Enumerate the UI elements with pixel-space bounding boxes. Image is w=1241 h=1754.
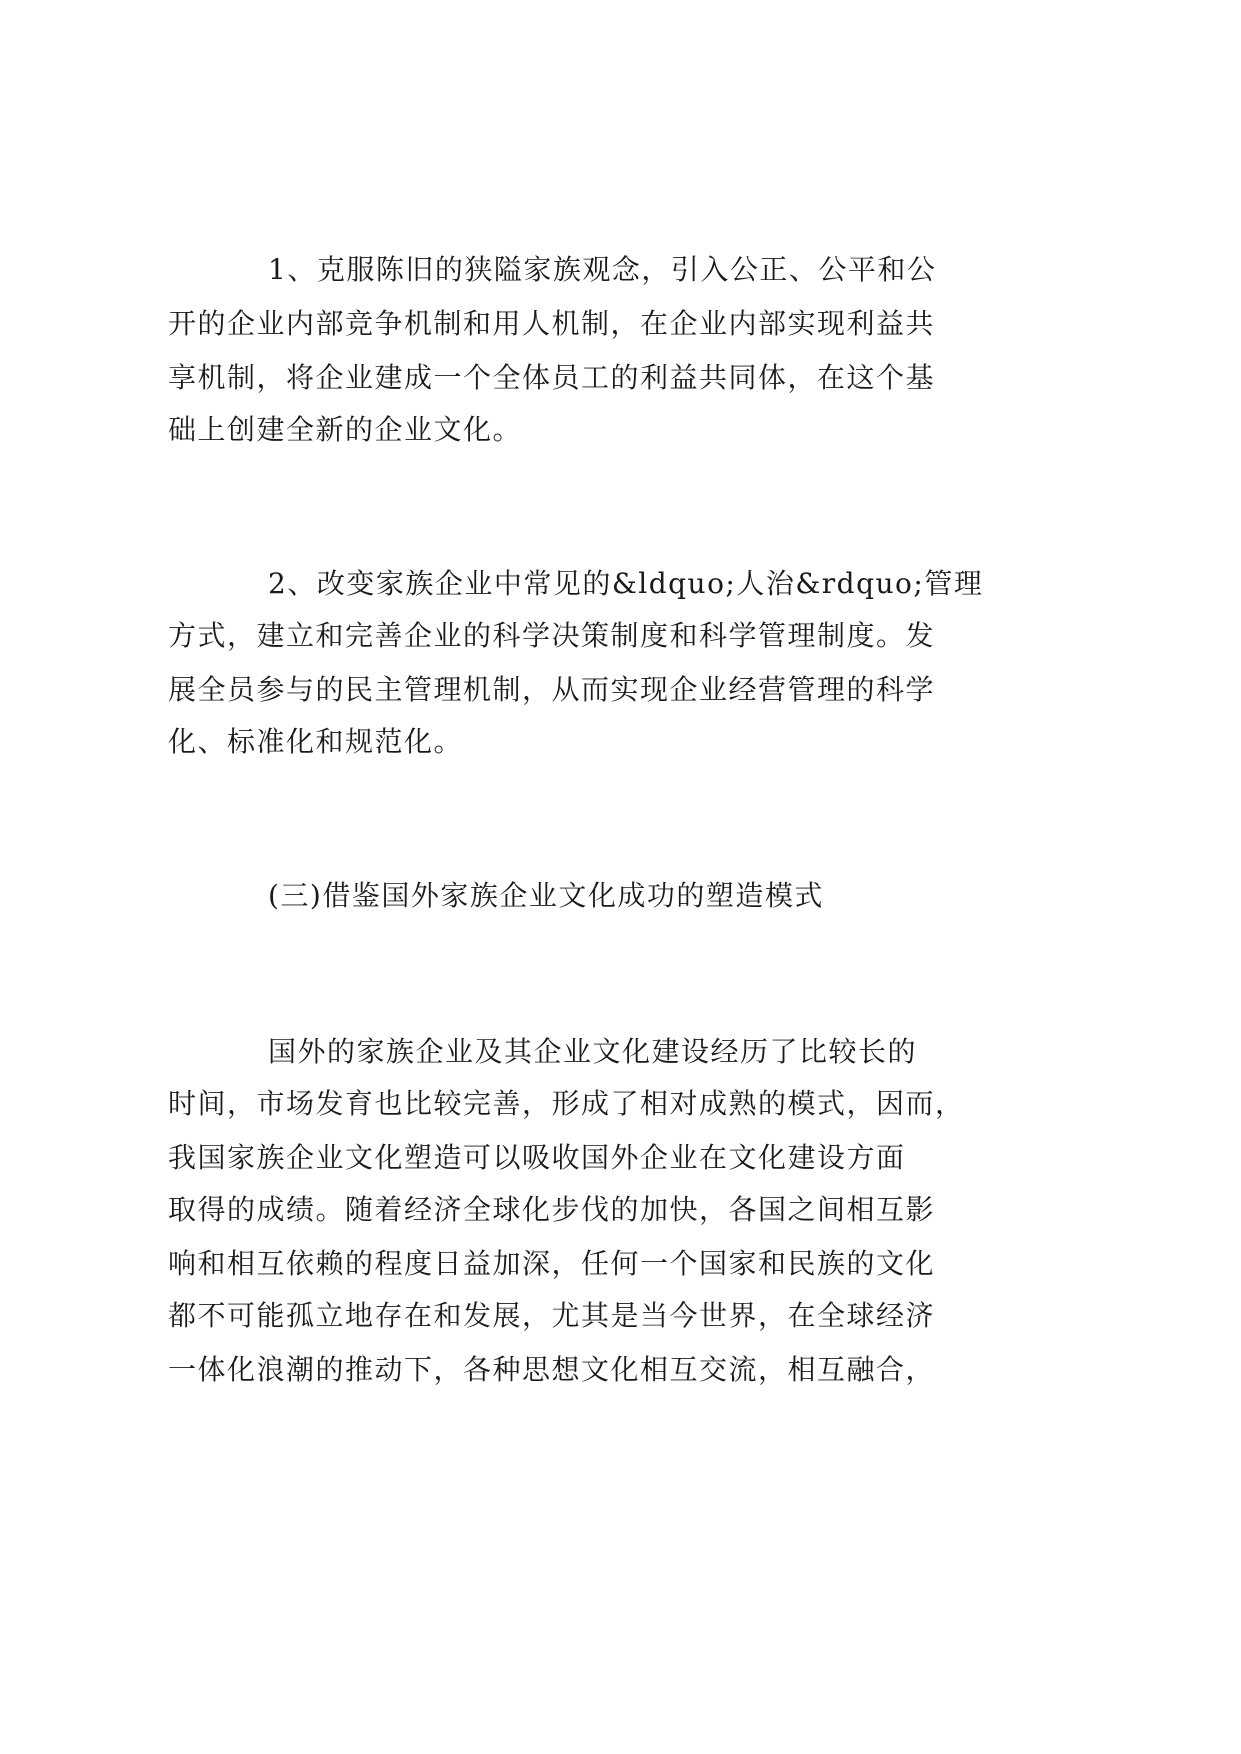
paragraph-line: 取得的成绩。随着经济全球化步伐的加快，各国之间相互影: [168, 1193, 936, 1226]
paragraph-line: 国外的家族企业及其企业文化建设经历了比较长的: [268, 1035, 918, 1068]
paragraph-line: 展全员参与的民主管理机制，从而实现企业经营管理的科学: [168, 673, 936, 706]
paragraph-line: 化、标准化和规范化。: [168, 725, 464, 758]
paragraph-line: 开的企业内部竞争机制和用人机制，在企业内部实现利益共: [168, 307, 936, 340]
section-heading: (三)借鉴国外家族企业文化成功的塑造模式: [268, 879, 824, 912]
paragraph-line: 础上创建全新的企业文化。: [168, 413, 523, 446]
paragraph-line: 2、改变家族企业中常见的&ldquo;人治&rdquo;管理: [268, 567, 984, 600]
paragraph-line: 时间，市场发育也比较完善，形成了相对成熟的模式，因而，: [168, 1087, 965, 1120]
paragraph-line: 享机制，将企业建成一个全体员工的利益共同体，在这个基: [168, 361, 936, 394]
paragraph-line: 都不可能孤立地存在和发展，尤其是当今世界，在全球经济: [168, 1299, 936, 1332]
paragraph-line: 我国家族企业文化塑造可以吸收国外企业在文化建设方面: [168, 1141, 906, 1174]
paragraph-line: 响和相互依赖的程度日益加深，任何一个国家和民族的文化: [168, 1247, 936, 1280]
paragraph-line: 1、克服陈旧的狭隘家族观念，引入公正、公平和公: [268, 253, 937, 286]
paragraph-line: 方式，建立和完善企业的科学决策制度和科学管理制度。发: [168, 619, 936, 652]
paragraph-line: 一体化浪潮的推动下，各种思想文化相互交流，相互融合，: [168, 1353, 936, 1386]
